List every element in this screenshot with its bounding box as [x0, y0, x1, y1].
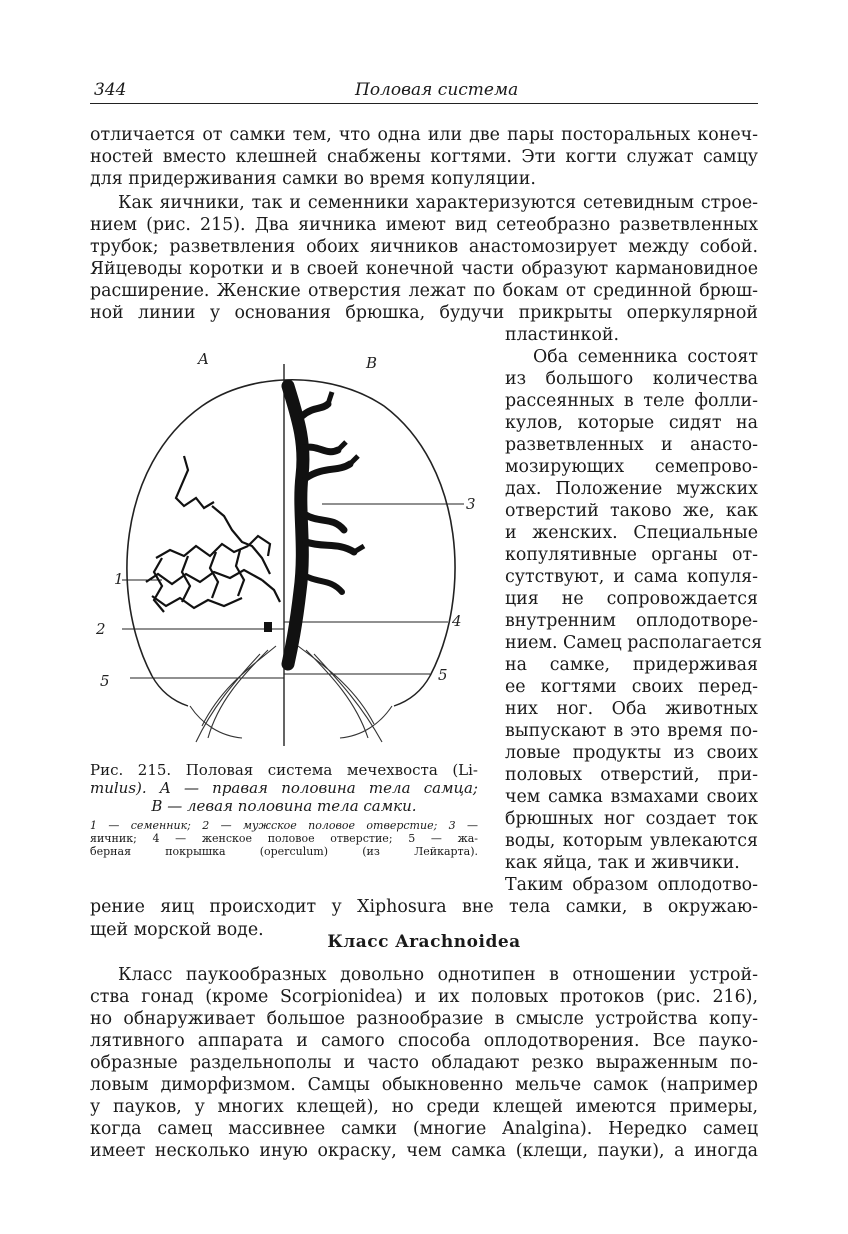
header-rule	[90, 103, 758, 104]
para1-line-3: для придерживания самки во время копуляции.	[90, 169, 536, 189]
figure-label-3: 3	[466, 495, 476, 513]
para3-line-23: воды, которым увлекаются	[505, 831, 758, 851]
para4-line-2: ства гонад (кроме Scorpionidea) и их половых протоков (рис. 216),	[90, 987, 758, 1007]
para2-line-3: трубок; разветвления обоих яичников анастомозирует между собой.	[90, 237, 758, 257]
figure-legend-line-3: берная покрышка (operculum) (из Лейкарта).	[90, 845, 478, 858]
para2-line-1: Как яичники, так и семенники характеризуются сетевидным строе-	[118, 193, 758, 213]
para3-line-18: выпускают в это время по-	[505, 721, 758, 741]
para3-line-16: ее когтями своих перед-	[505, 677, 758, 697]
figure-label-5-right: 5	[438, 666, 448, 684]
figure-legend-line-2: яичник; 4 — женское половое отверстие; 5 — жа-	[90, 832, 478, 845]
para3-line-9: и женских. Специальные	[505, 523, 758, 543]
para4-line-5: образные раздельнополы и часто обладают резко выраженным по-	[90, 1053, 758, 1073]
para3-line-19: ловые продукты из своих	[505, 743, 758, 763]
figure-label-4: 4	[452, 612, 462, 630]
para3-line-4: кулов, которые сидят на	[505, 413, 758, 433]
para3-end-line-1: рение яиц происходит у Xiphosura вне тела самки, в окружаю-	[90, 897, 758, 917]
running-title: Половая система	[355, 80, 519, 100]
para2-line-2: нием (рис. 215). Два яичника имеют вид сетеобразно разветвленных	[90, 215, 758, 235]
para3-line-5: разветвленных и анасто-	[505, 435, 758, 455]
figure-label-B: B	[366, 354, 378, 372]
para3-line-10: копулятивные органы от-	[505, 545, 758, 565]
page-number: 344	[94, 80, 127, 100]
para2-line-5: расширение. Женские отверстия лежат по бокам от срединной брюш-	[90, 281, 758, 301]
para3-line-14: нием. Самец располагается	[505, 633, 763, 653]
para3-line-15: на самке, придерживая	[505, 655, 758, 675]
para4-line-8: когда самец массивнее самки (многие Analgina). Нередко самец	[90, 1119, 758, 1139]
para2-line-7: пластинкой.	[505, 325, 620, 345]
para3-line-17: них ног. Оба животных	[505, 699, 758, 719]
para3-line-25: Таким образом оплодотво-	[505, 875, 758, 895]
figure-label-2: 2	[96, 620, 106, 638]
para3-end-line-2: щей морской воде.	[90, 920, 264, 940]
figure-limulus-reproductive-system	[92, 346, 492, 756]
para4-line-1: Класс паукообразных довольно однотипен в отношении устрой-	[118, 965, 758, 985]
figure-caption-line-2: mulus). A — правая половина тела самца;	[90, 779, 478, 797]
para4-line-3: но обнаруживает большое разнообразие в смысле устройства копу-	[90, 1009, 758, 1029]
para3-line-22: брюшных ног создает ток	[505, 809, 758, 829]
figure-legend-line-1: 1 — семенник; 2 — мужское половое отверстие; 3 —	[90, 819, 478, 832]
para4-line-6: ловым диморфизмом. Самцы обыкновенно мельче самок (например	[90, 1075, 758, 1095]
para2-line-6: ной линии у основания брюшка, будучи прикрыты оперкулярной	[90, 303, 758, 323]
para3-line-24: как яйца, так и живчики.	[505, 853, 740, 873]
para3-line-2: из большого количества	[505, 369, 758, 389]
para4-line-4: лятивного аппарата и самого способа оплодотворения. Все пауко-	[90, 1031, 758, 1051]
para3-line-11: сутствуют, и сама копуля-	[505, 567, 758, 587]
para3-line-7: дах. Положение мужских	[505, 479, 758, 499]
figure-label-A: A	[198, 350, 209, 368]
para3-line-12: ция не сопровождается	[505, 589, 758, 609]
para1-line-2: ностей вместо клешней снабжены когтями. Эти когти служат самцу	[90, 147, 758, 167]
para3-line-13: внутренним оплодотворе-	[505, 611, 758, 631]
para2-line-4: Яйцеводы коротки и в своей конечной части образуют кармановидное	[90, 259, 758, 279]
para3-line-3: рассеянных в теле фолли-	[505, 391, 758, 411]
figure-caption-line-3: B — левая половина тела самки.	[151, 797, 417, 815]
figure-label-5-left: 5	[100, 672, 110, 690]
para3-line-8: отверстий таково же, как	[505, 501, 758, 521]
figure-caption-line-1: Рис. 215. Половая система мечехвоста (Li-	[90, 761, 478, 779]
para3-line-20: половых отверстий, при-	[505, 765, 758, 785]
para4-line-9: имеет несколько иную окраску, чем самка (клещи, пауки), а иногда	[90, 1141, 758, 1161]
testis-network	[146, 456, 280, 612]
para3-line-21: чем самка взмахами своих	[505, 787, 758, 807]
para1-line-1: отличается от самки тем, что одна или две пары посторальных конеч-	[90, 125, 758, 145]
para3-line-6: мозирующих семепрово-	[505, 457, 758, 477]
figure-label-1: 1	[114, 570, 124, 588]
para4-line-7: у пауков, у многих клещей), но среди клещей имеются примеры,	[90, 1097, 758, 1117]
male-genital-opening	[264, 622, 272, 632]
para3-line-1: Оба семенника состоят	[533, 347, 758, 367]
section-heading: Класс Arachnoidea	[327, 932, 521, 952]
